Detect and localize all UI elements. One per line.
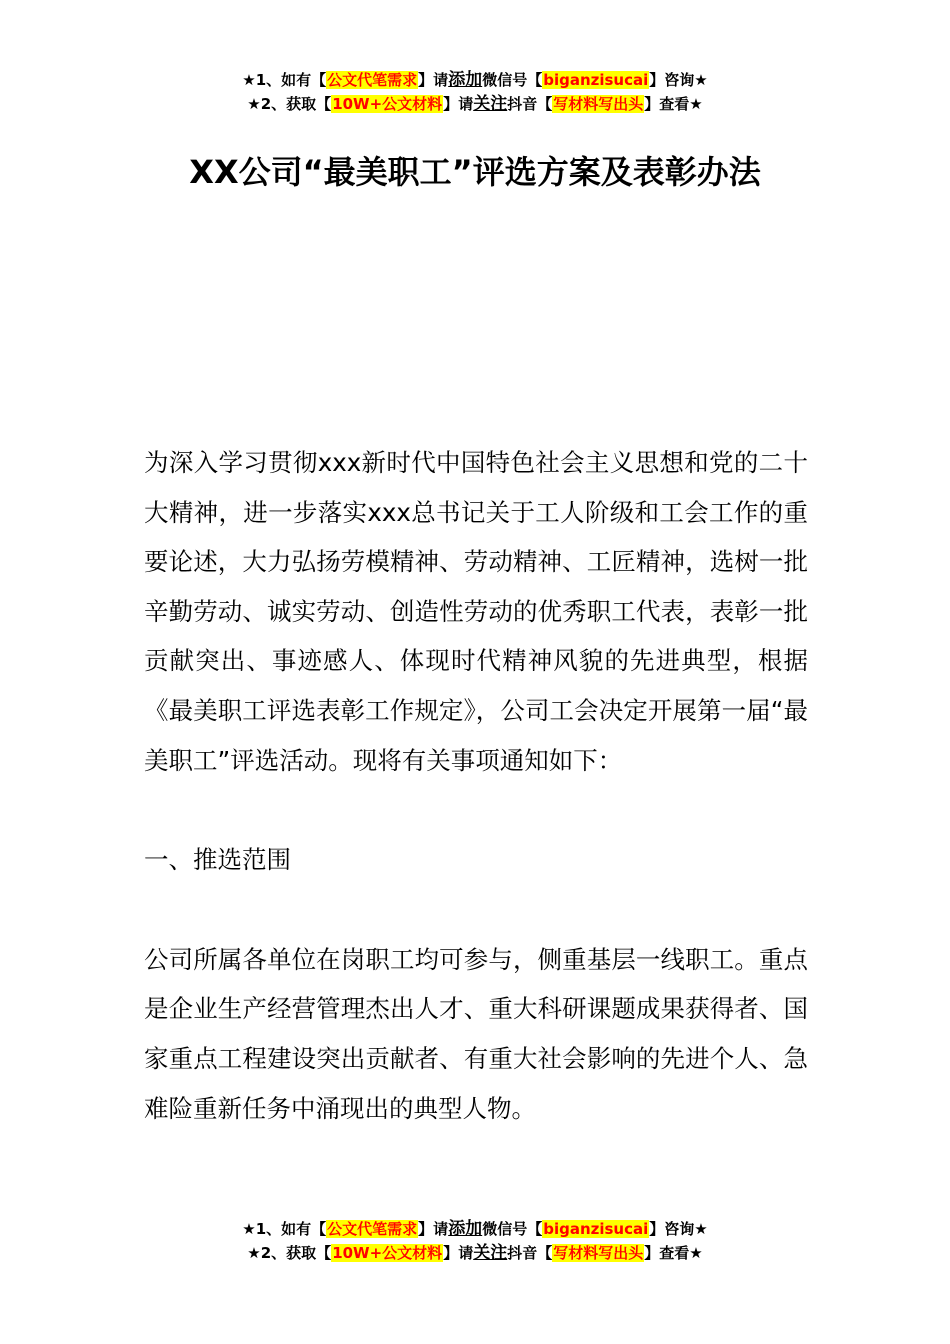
- banner-douyin-id: 写材料写出头: [553, 95, 644, 113]
- banner-text: ★1、如有【: [242, 71, 327, 89]
- banner-text: 】请: [443, 95, 474, 113]
- banner-underlined: 添加: [448, 1219, 483, 1239]
- banner-text: 微信号【: [482, 1220, 543, 1238]
- banner-text: ★2、获取【: [247, 1244, 332, 1262]
- banner-underlined: 添加: [448, 70, 483, 90]
- document-body: [144, 438, 808, 1133]
- banner-line-1: [0, 1217, 950, 1241]
- section-heading: 一、推选范围: [144, 845, 291, 875]
- document-title: XX公司“最美职工”评选方案及表彰办法: [189, 153, 761, 191]
- banner-text: 抖音【: [507, 95, 553, 113]
- banner-line-2: [0, 92, 950, 116]
- banner-text: 】咨询★: [649, 1220, 708, 1238]
- banner-underlined: 关注: [473, 1243, 508, 1263]
- banner-highlight: 10W+公文材料: [332, 95, 443, 113]
- banner-highlight: 公文代笔需求: [327, 1220, 418, 1238]
- banner-text: ★1、如有【: [242, 1220, 327, 1238]
- banner-text: 】查看★: [644, 1244, 703, 1262]
- header-banner: [0, 68, 950, 116]
- banner-highlight: 公文代笔需求: [327, 71, 418, 89]
- footer-banner: [0, 1217, 950, 1265]
- banner-text: 】请: [443, 1244, 474, 1262]
- banner-wechat-id: biganzisucai: [543, 1220, 649, 1238]
- banner-text: 】咨询★: [649, 71, 708, 89]
- banner-douyin-id: 写材料写出头: [553, 1244, 644, 1262]
- paragraph-spacer: [144, 885, 808, 935]
- banner-text: 抖音【: [507, 1244, 553, 1262]
- banner-line-2: [0, 1241, 950, 1265]
- banner-line-1: [0, 68, 950, 92]
- banner-text: ★2、获取【: [247, 95, 332, 113]
- banner-text: 微信号【: [482, 71, 543, 89]
- banner-highlight: 10W+公文材料: [332, 1244, 443, 1262]
- banner-wechat-id: biganzisucai: [543, 71, 649, 89]
- paragraph-spacer: [144, 785, 808, 835]
- banner-text: 】请: [418, 71, 449, 89]
- banner-text: 】请: [418, 1220, 449, 1238]
- intro-paragraph: 为深入学习贯彻xxx新时代中国特色社会主义思想和党的二十大精神，进一步落实xxx总书记关于工人阶级和工会工作的重要论述，大力弘扬劳模精神、劳动精神、工匠精神，选树一批辛勤劳动、诚实劳动、创造性劳动的优秀职工代表，表彰一批贡献突出、事迹感人、体现时代精神风貌的先进典型，根据《最美职工评选表彰工作规定》，公司工会决定开展第一届“最美职工”评选活动。现将有关事项通知如下：: [144, 448, 808, 775]
- banner-underlined: 关注: [473, 94, 508, 114]
- section-paragraph: 公司所属各单位在岗职工均可参与，侧重基层一线职工。重点是企业生产经营管理杰出人才、重大科研课题成果获得者、国家重点工程建设突出贡献者、有重大社会影响的先进个人、急难险重新任务中涌现出的典型人物。: [144, 944, 808, 1123]
- banner-text: 】查看★: [644, 95, 703, 113]
